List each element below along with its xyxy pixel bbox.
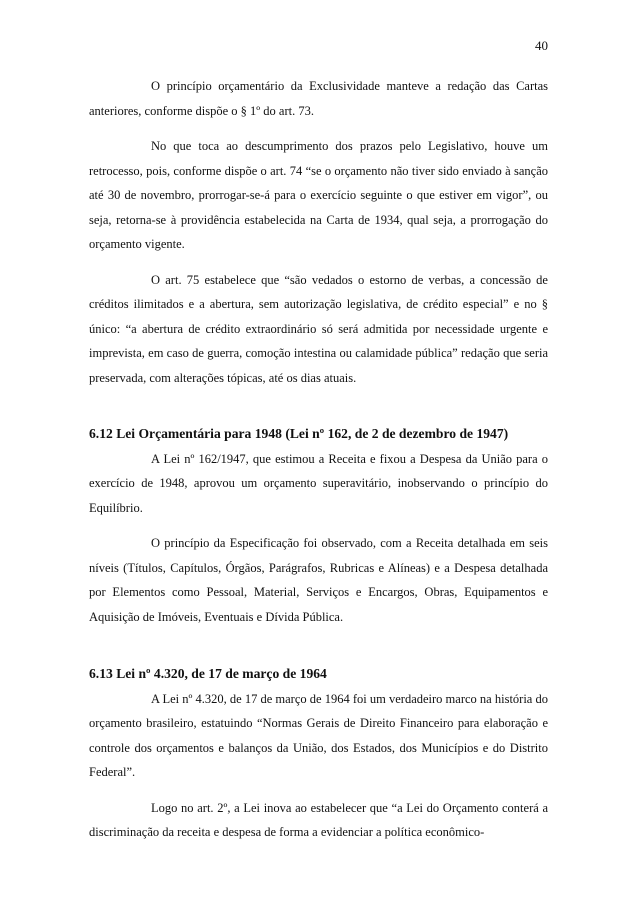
body-paragraph: O art. 75 estabelece que “são vedados o estorno de verbas, a concessão de créditos ilimitados e a abertura, sem autorização legislativa, de crédito especial” e no § único: “a abertura de crédito extraordinário só será admitida por necessidade urgente e imprevista, em caso de guerra, comoção intestina ou calamidade pública” redação que seria preservada, com alterações tópicas, até os dias atuais. — [89, 272, 548, 385]
section-heading: 6.13 Lei nº 4.320, de 17 de março de 1964 — [89, 666, 327, 681]
document-body — [89, 74, 548, 856]
body-paragraph: O princípio orçamentário da Exclusividade manteve a redação das Cartas anteriores, conforme dispõe o § 1º do art. 73. — [89, 79, 548, 118]
body-paragraph: O princípio da Especificação foi observado, com a Receita detalhada em seis níveis (Títulos, Capítulos, Órgãos, Parágrafos, Rubricas e Alíneas) e a Despesa detalhada por Elementos como Pessoal, Material, Serviços e Encargos, Obras, Equipamentos e Aquisição de Imóveis, Eventuais e Dívida Pública. — [89, 536, 548, 624]
page-number: 40 — [535, 38, 548, 53]
body-paragraph: No que toca ao descumprimento dos prazos pelo Legislativo, houve um retrocesso, pois, conforme dispõe o art. 74 “se o orçamento não tiver sido enviado à sanção até 30 de novembro, prorrogar-se-á para o exercício seguinte o que estiver em vigor”, ou seja, retorna-se à providência estabelecida na Carta de 1934, qual seja, a prorrogação do orçamento vigente. — [89, 139, 548, 251]
section-heading: 6.12 Lei Orçamentária para 1948 (Lei nº 162, de 2 de dezembro de 1947) — [89, 426, 509, 441]
body-paragraph: Logo no art. 2º, a Lei inova ao estabelecer que “a Lei do Orçamento conterá a discriminação da receita e despesa de forma a evidenciar a política econômico- — [89, 800, 548, 839]
body-paragraph: A Lei nº 162/1947, que estimou a Receita e fixou a Despesa da União para o exercício de 1948, aprovou um orçamento superavitário, inobservando o princípio do Equilíbrio. — [89, 451, 548, 515]
body-paragraph: A Lei nº 4.320, de 17 de março de 1964 foi um verdadeiro marco na história do orçamento brasileiro, estatuindo “Normas Gerais de Direito Financeiro para elaboração e controle dos orçamentos e balanços da União, dos Estados, dos Municípios e do Distrito Federal”. — [89, 691, 548, 779]
